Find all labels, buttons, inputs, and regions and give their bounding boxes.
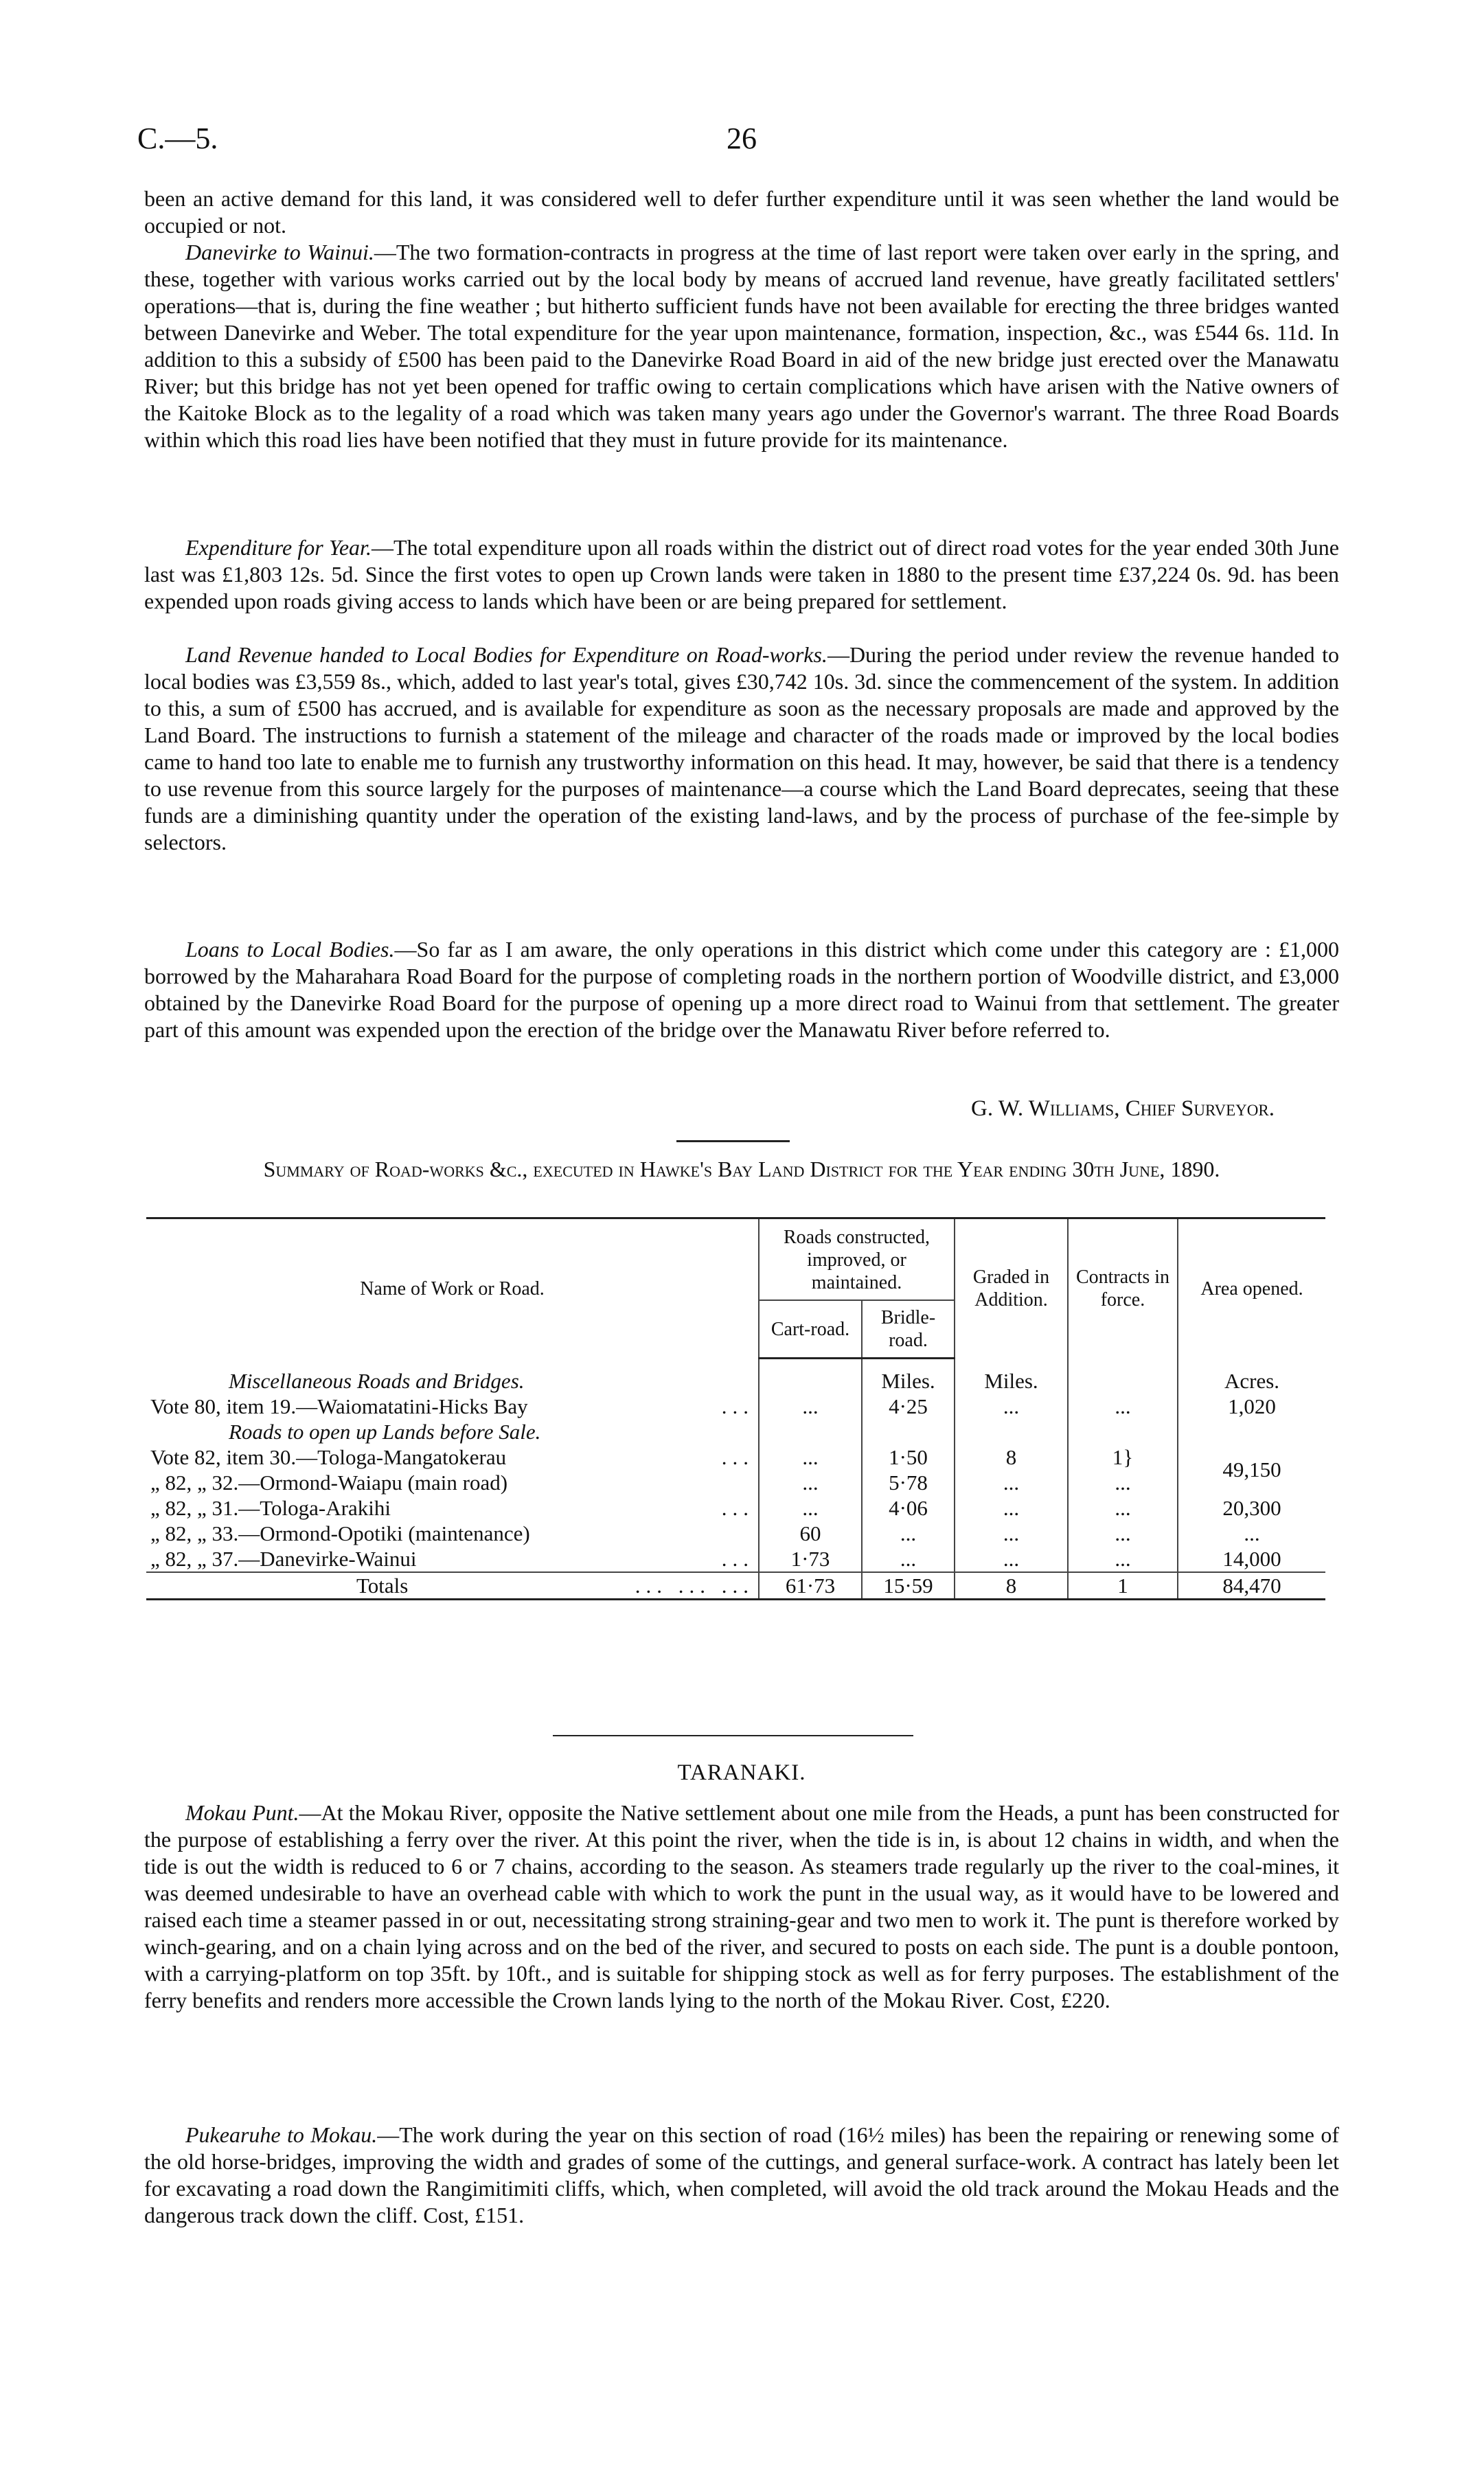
cell-area: 1,020 — [1178, 1394, 1325, 1419]
cell-bridle: 5·78 — [862, 1470, 955, 1495]
row-name: „ 82, „ 32.—Ormond-Waiapu (main road) — [150, 1470, 508, 1495]
cell-bridle: 4·25 — [862, 1394, 955, 1419]
signature: G. W. Williams, Chief Surveyor. — [971, 1096, 1275, 1121]
total-graded: 8 — [955, 1572, 1068, 1600]
cell-graded: ... — [955, 1546, 1068, 1572]
paragraph-danevirke-wainui — [144, 239, 1339, 453]
cell-bridle: ... — [862, 1546, 955, 1572]
cell-graded: ... — [955, 1394, 1068, 1419]
table-row: Vote 82, item 30.—Tologa-Mangatokerau ... ... 1·50 8 1} 49,150 — [146, 1444, 1325, 1470]
unit-miles: Miles. — [862, 1368, 955, 1394]
paragraph-text: —The two formation-contracts in progress at the time of last report were taken over early in the spring, and these, together with various works carried out by the local body by means of accrued land revenue, have greatly facilitated settlers' operations—that is, during the fine weather ; but hitherto sufficient funds have not been available for erecting the three bridges wanted between Danevirke and Weber. The total expenditure for the year upon maintenance, formation, inspection, &c., was £544 6s. 11d. In addition to this a subsidy of £500 has been paid to the Danevirke Road Board in aid of the new bridge just erected over the Manawatu River; but this bridge has not yet been opened for traffic owing to certain complications which have arisen with the Native owners of the Kaitoke Block as to the legality of a road which was taken many years ago under the Governor's warrant. The three Road Boards within which this road lies have been notified that they must in future provide for its maintenance. — [144, 240, 1340, 452]
total-bridle: 15·59 — [862, 1572, 955, 1600]
header-area: Area opened. — [1178, 1218, 1325, 1359]
paragraph-lead: Loans to Local Bodies. — [185, 937, 395, 962]
cell-graded: ... — [955, 1521, 1068, 1546]
cell-area: 49,150 — [1178, 1444, 1325, 1495]
cell-cart: 60 — [759, 1521, 862, 1546]
cell-contracts: ... — [1068, 1394, 1178, 1419]
header-roads-group: Roads constructed, improved, or maintained. — [759, 1218, 955, 1301]
totals-row: Totals ... ... ... 61·73 15·59 8 1 84,470 — [146, 1572, 1325, 1600]
row-name: Vote 82, item 30.—Tologa-Mangatokerau — [150, 1444, 507, 1469]
paragraph-lead: Mokau Punt. — [185, 1800, 299, 1825]
total-cart: 61·73 — [759, 1572, 862, 1600]
table-row: „ 82, „ 37.—Danevirke-Wainui ... 1·73 ... ... ... 14,000 — [146, 1546, 1325, 1572]
cell-contracts: ... — [1068, 1470, 1178, 1495]
paragraph-text: —The total expenditure upon all roads within the district out of direct road votes for the year ended 30th June last was £1,803 12s. 5d. Since the first votes to open up Crown lands were taken in 1880 to the present time £37,224 0s. 9d. has been expended upon roads giving access to lands which have been or are being prepared for settlement. — [144, 535, 1340, 613]
row-name: Vote 80, item 19.—Waiomatatini-Hicks Bay — [150, 1394, 528, 1418]
row-subheading: Roads to open up Lands before Sale. — [229, 1419, 541, 1444]
paragraph-text: —The work during the year on this section of road (16½ miles) has been the repairing or renewing some of the old horse-bridges, improving the width and grades of some of the cuttings, and general surface-work. A contract has lately been let for excavating a road down the Rangimitimiti cliffs, which, when completed, will avoid the old track around the Mokau Heads and the dangerous track down the cliff. Cost, £151. — [144, 2122, 1340, 2227]
cell-cart: ... — [759, 1444, 862, 1470]
total-area: 84,470 — [1178, 1572, 1325, 1600]
cell-graded: ... — [955, 1470, 1068, 1495]
row-name: „ 82, „ 33.—Ormond-Opotiki (maintenance) — [150, 1521, 530, 1545]
cell-area: 14,000 — [1178, 1546, 1325, 1572]
cell-contracts: ... — [1068, 1546, 1178, 1572]
divider — [553, 1735, 913, 1736]
cell-contracts: 1 — [1112, 1444, 1123, 1469]
cell-bridle: ... — [862, 1521, 955, 1546]
row-name: „ 82, „ 31.—Tologa-Arakihi — [150, 1495, 391, 1520]
paragraph-continuation — [144, 185, 1339, 239]
cell-contracts: ... — [1068, 1521, 1178, 1546]
paragraph-lead: Pukearuhe to Mokau. — [185, 2122, 378, 2147]
paragraph-lead: Land Revenue handed to Local Bodies for Expenditure on Road-works. — [185, 642, 827, 667]
paragraph-expenditure — [144, 534, 1339, 615]
brace-mark: } — [1123, 1444, 1134, 1469]
table-row — [146, 1470, 1325, 1495]
cell-cart: 1·73 — [759, 1546, 862, 1572]
table-row — [146, 1419, 1325, 1444]
divider — [676, 1140, 790, 1142]
header-contracts: Contracts in force. — [1068, 1218, 1178, 1359]
cell-cart: ... — [759, 1394, 862, 1419]
header-graded: Graded in Addition. — [955, 1218, 1068, 1359]
page-header — [137, 121, 1346, 155]
row-name: „ 82, „ 37.—Danevirke-Wainui — [150, 1546, 417, 1571]
cell-graded: ... — [955, 1495, 1068, 1521]
paragraph-text: been an active demand for this land, it was considered well to defer further expenditure until it was seen whether the land would be occupied or not. — [144, 186, 1339, 238]
table-title: Summary of Road-works &c., executed in Hawke's Bay Land District for the Year ending 30th June, 1890. — [263, 1157, 1220, 1181]
paragraph-text: —During the period under review the revenue handed to local bodies was £3,559 8s., which, added to last year's total, gives £30,742 10s. 3d. since the commencement of the system. In addition to this, a sum of £500 has accrued, and is available for expenditure as soon as the necessary proposals are made and approved by the Land Board. The instructions to furnish a statement of the mileage and character of the roads made or improved by the local bodies came to hand too late to enable me to furnish any trustworthy information on this head. It may, however, be said that there is a tendency to use revenue from this source largely for the purposes of maintenance—a course which the Land Board deprecates, seeing that these funds are a diminishing quantity under the operation of the existing land-laws, and by the process of purchase of the fee-simple by selectors. — [144, 642, 1340, 854]
page-number: 26 — [727, 122, 757, 155]
row-subheading: Miscellaneous Roads and Bridges. — [229, 1368, 525, 1393]
unit-miles: Miles. — [955, 1368, 1068, 1394]
total-contracts: 1 — [1068, 1572, 1178, 1600]
cell-cart: ... — [759, 1470, 862, 1495]
paragraph-pukearuhe-mokau — [144, 2122, 1339, 2229]
table-row — [146, 1368, 1325, 1394]
section-heading-taranaki: TARANAKI. — [677, 1760, 806, 1785]
totals-label: Totals — [356, 1573, 409, 1598]
cell-bridle: 4·06 — [862, 1495, 955, 1521]
table-row: „ 82, „ 31.—Tologa-Arakihi ... ... 4·06 ... ... 20,300 — [146, 1495, 1325, 1521]
paragraph-text: —So far as I am aware, the only operations in this district which come under this category are : £1,000 borrowed by the Maharahara Road Board for the purpose of completing roads in the northern portion of Woodville district, and £3,000 obtained by the Danevirke Road Board for the purpose of opening up a more direct road to Wainui from that settlement. The greater part of this amount was expended upon the erection of the bridge over the Manawatu River before referred to. — [144, 937, 1340, 1042]
paragraph-land-revenue — [144, 642, 1339, 856]
cell-area: 20,300 — [1178, 1495, 1325, 1521]
unit-acres: Acres. — [1178, 1368, 1325, 1394]
paragraph-loans — [144, 936, 1339, 1043]
cell-contracts: ... — [1068, 1495, 1178, 1521]
paragraph-mokau-punt — [144, 1800, 1339, 2014]
paragraph-lead: Danevirke to Wainui. — [185, 240, 374, 264]
summary-table — [146, 1217, 1325, 1600]
header-bridle-road: Bridle-road. — [862, 1300, 955, 1359]
table-row — [146, 1521, 1325, 1546]
cell-bridle: 1·50 — [862, 1444, 955, 1470]
cell-area: ... — [1178, 1521, 1325, 1546]
document-code: C.—5. — [137, 122, 218, 155]
paragraph-text: —At the Mokau River, opposite the Native settlement about one mile from the Heads, a punt has been constructed for the purpose of establishing a ferry over the river. At this point the river, when the tide is in, is about 12 chains in width, and when the tide is out the width is reduced to 6 or 7 chains, according to the season. As steamers trade regularly up the river to the coal-mines, it was deemed undesirable to have an overhead cable with which to work the punt in the usual way, as it would have to be lowered and raised each time a steamer passed in or out, necessitating strong straining-gear and two men to work it. The punt is therefore worked by winch-gearing, and on a chain lying across and on the bed of the river, and secured to posts on each side. The punt is a double pontoon, with a carrying-platform on top 35ft. by 10ft., and is suitable for shipping stock as well as for ferry purposes. The establishment of the ferry benefits and renders more accessible the Crown lands lying to the north of the Mokau River. Cost, £220. — [144, 1800, 1340, 2012]
cell-cart: ... — [759, 1495, 862, 1521]
table-row: Vote 80, item 19.—Waiomatatini-Hicks Bay ... ... 4·25 ... ... 1,020 — [146, 1394, 1325, 1419]
header-name: Name of Work or Road. — [360, 1278, 545, 1300]
header-cart-road: Cart-road. — [759, 1300, 862, 1359]
paragraph-lead: Expenditure for Year. — [185, 535, 372, 560]
cell-graded: 8 — [955, 1444, 1068, 1470]
